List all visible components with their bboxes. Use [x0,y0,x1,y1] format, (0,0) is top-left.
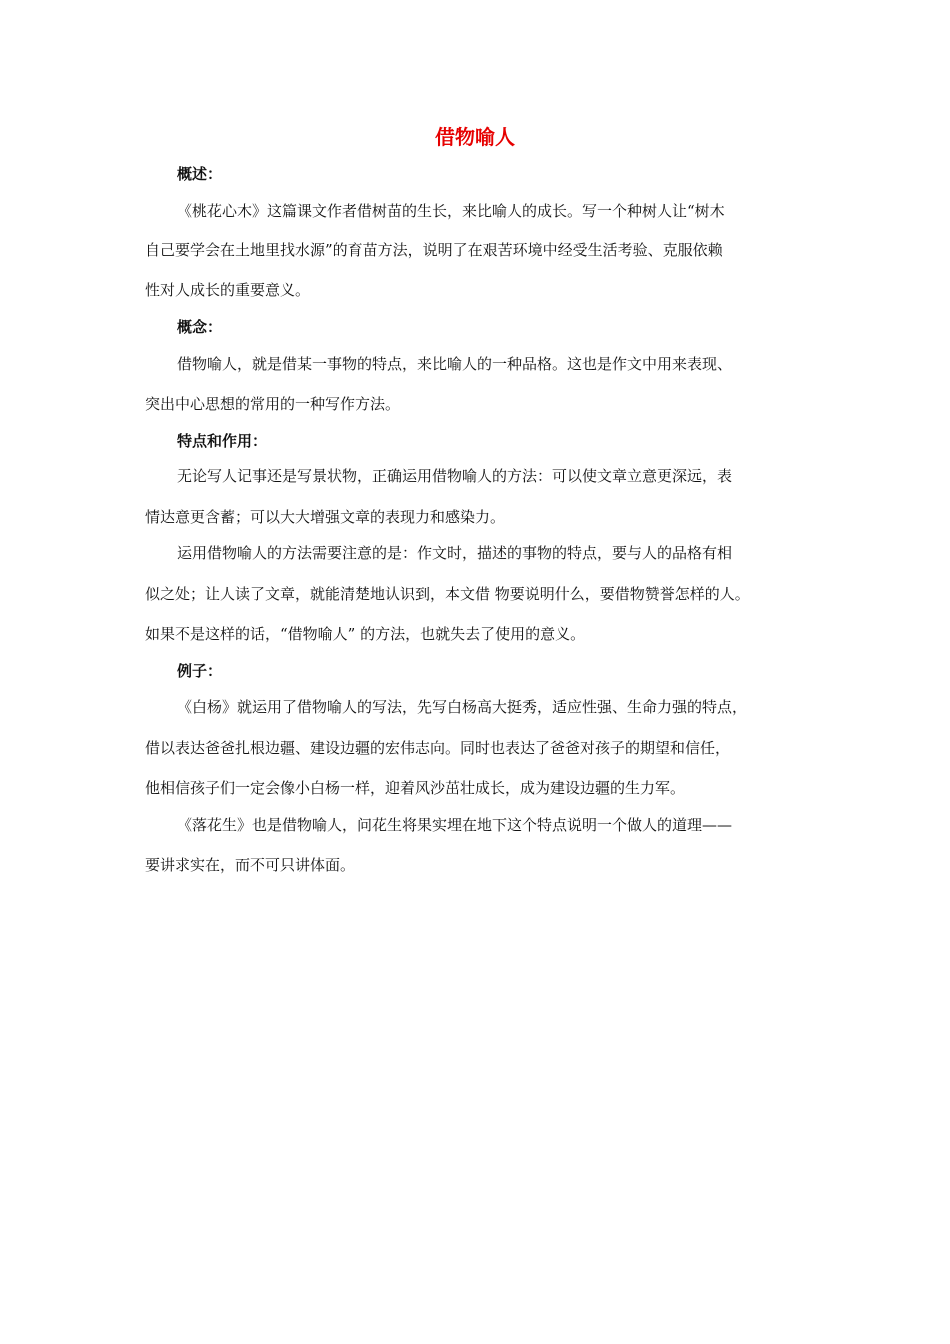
paragraph-line: 借以表达爸爸扎根边疆、建设边疆的宏伟志向。同时也表达了爸爸对孩子的期望和信任， [145,739,731,757]
paragraph-line: 自己要学会在土地里找水源”的育苗方法，说明了在艰苦环境中经受生活考验、克服依赖 [145,241,723,259]
paragraph-line: 似之处；让人读了文章，就能清楚地认识到，本文借 物要说明什么，要借物赞誉怎样的人。 [145,585,750,603]
paragraph-line: 性对人成长的重要意义。 [145,281,311,299]
paragraph-line: 借物喻人，就是借某一事物的特点，来比喻人的一种品格。这也是作文中用来表现、 [177,355,733,373]
paragraph-line: 突出中心思想的常用的一种写作方法。 [145,395,401,413]
paragraph-line: 《桃花心木》这篇课文作者借树苗的生长，来比喻人的成长。写一个种树人让“树木 [177,202,725,220]
paragraph-line: 如果不是这样的话，“借物喻人” 的方法，也就失去了使用的意义。 [145,625,586,643]
paragraph-line: 运用借物喻人的方法需要注意的是：作文时，描述的事物的特点，要与人的品格有相 [177,544,733,562]
paragraph-line: 《落花生》也是借物喻人，问花生将果实埋在地下这个特点说明一个做人的道理—— [177,816,733,834]
section-heading-examples: 例子： [177,662,223,680]
paragraph-line: 要讲求实在，而不可只讲体面。 [145,856,356,874]
paragraph-line: 《白杨》就运用了借物喻人的写法，先写白杨高大挺秀，适应性强、生命力强的特点， [177,698,748,716]
section-heading-concept: 概念： [177,318,223,336]
paragraph-line: 情达意更含蓄；可以大大增强文章的表现力和感染力。 [145,508,506,526]
paragraph-line: 无论写人记事还是写景状物，正确运用借物喻人的方法：可以使文章立意更深远，表 [177,467,733,485]
section-heading-features: 特点和作用： [177,432,268,450]
paragraph-line: 他相信孩子们一定会像小白杨一样，迎着风沙茁壮成长，成为建设边疆的生力军。 [145,779,686,797]
section-heading-overview: 概述： [177,165,223,183]
page-title: 借物喻人 [435,125,515,149]
